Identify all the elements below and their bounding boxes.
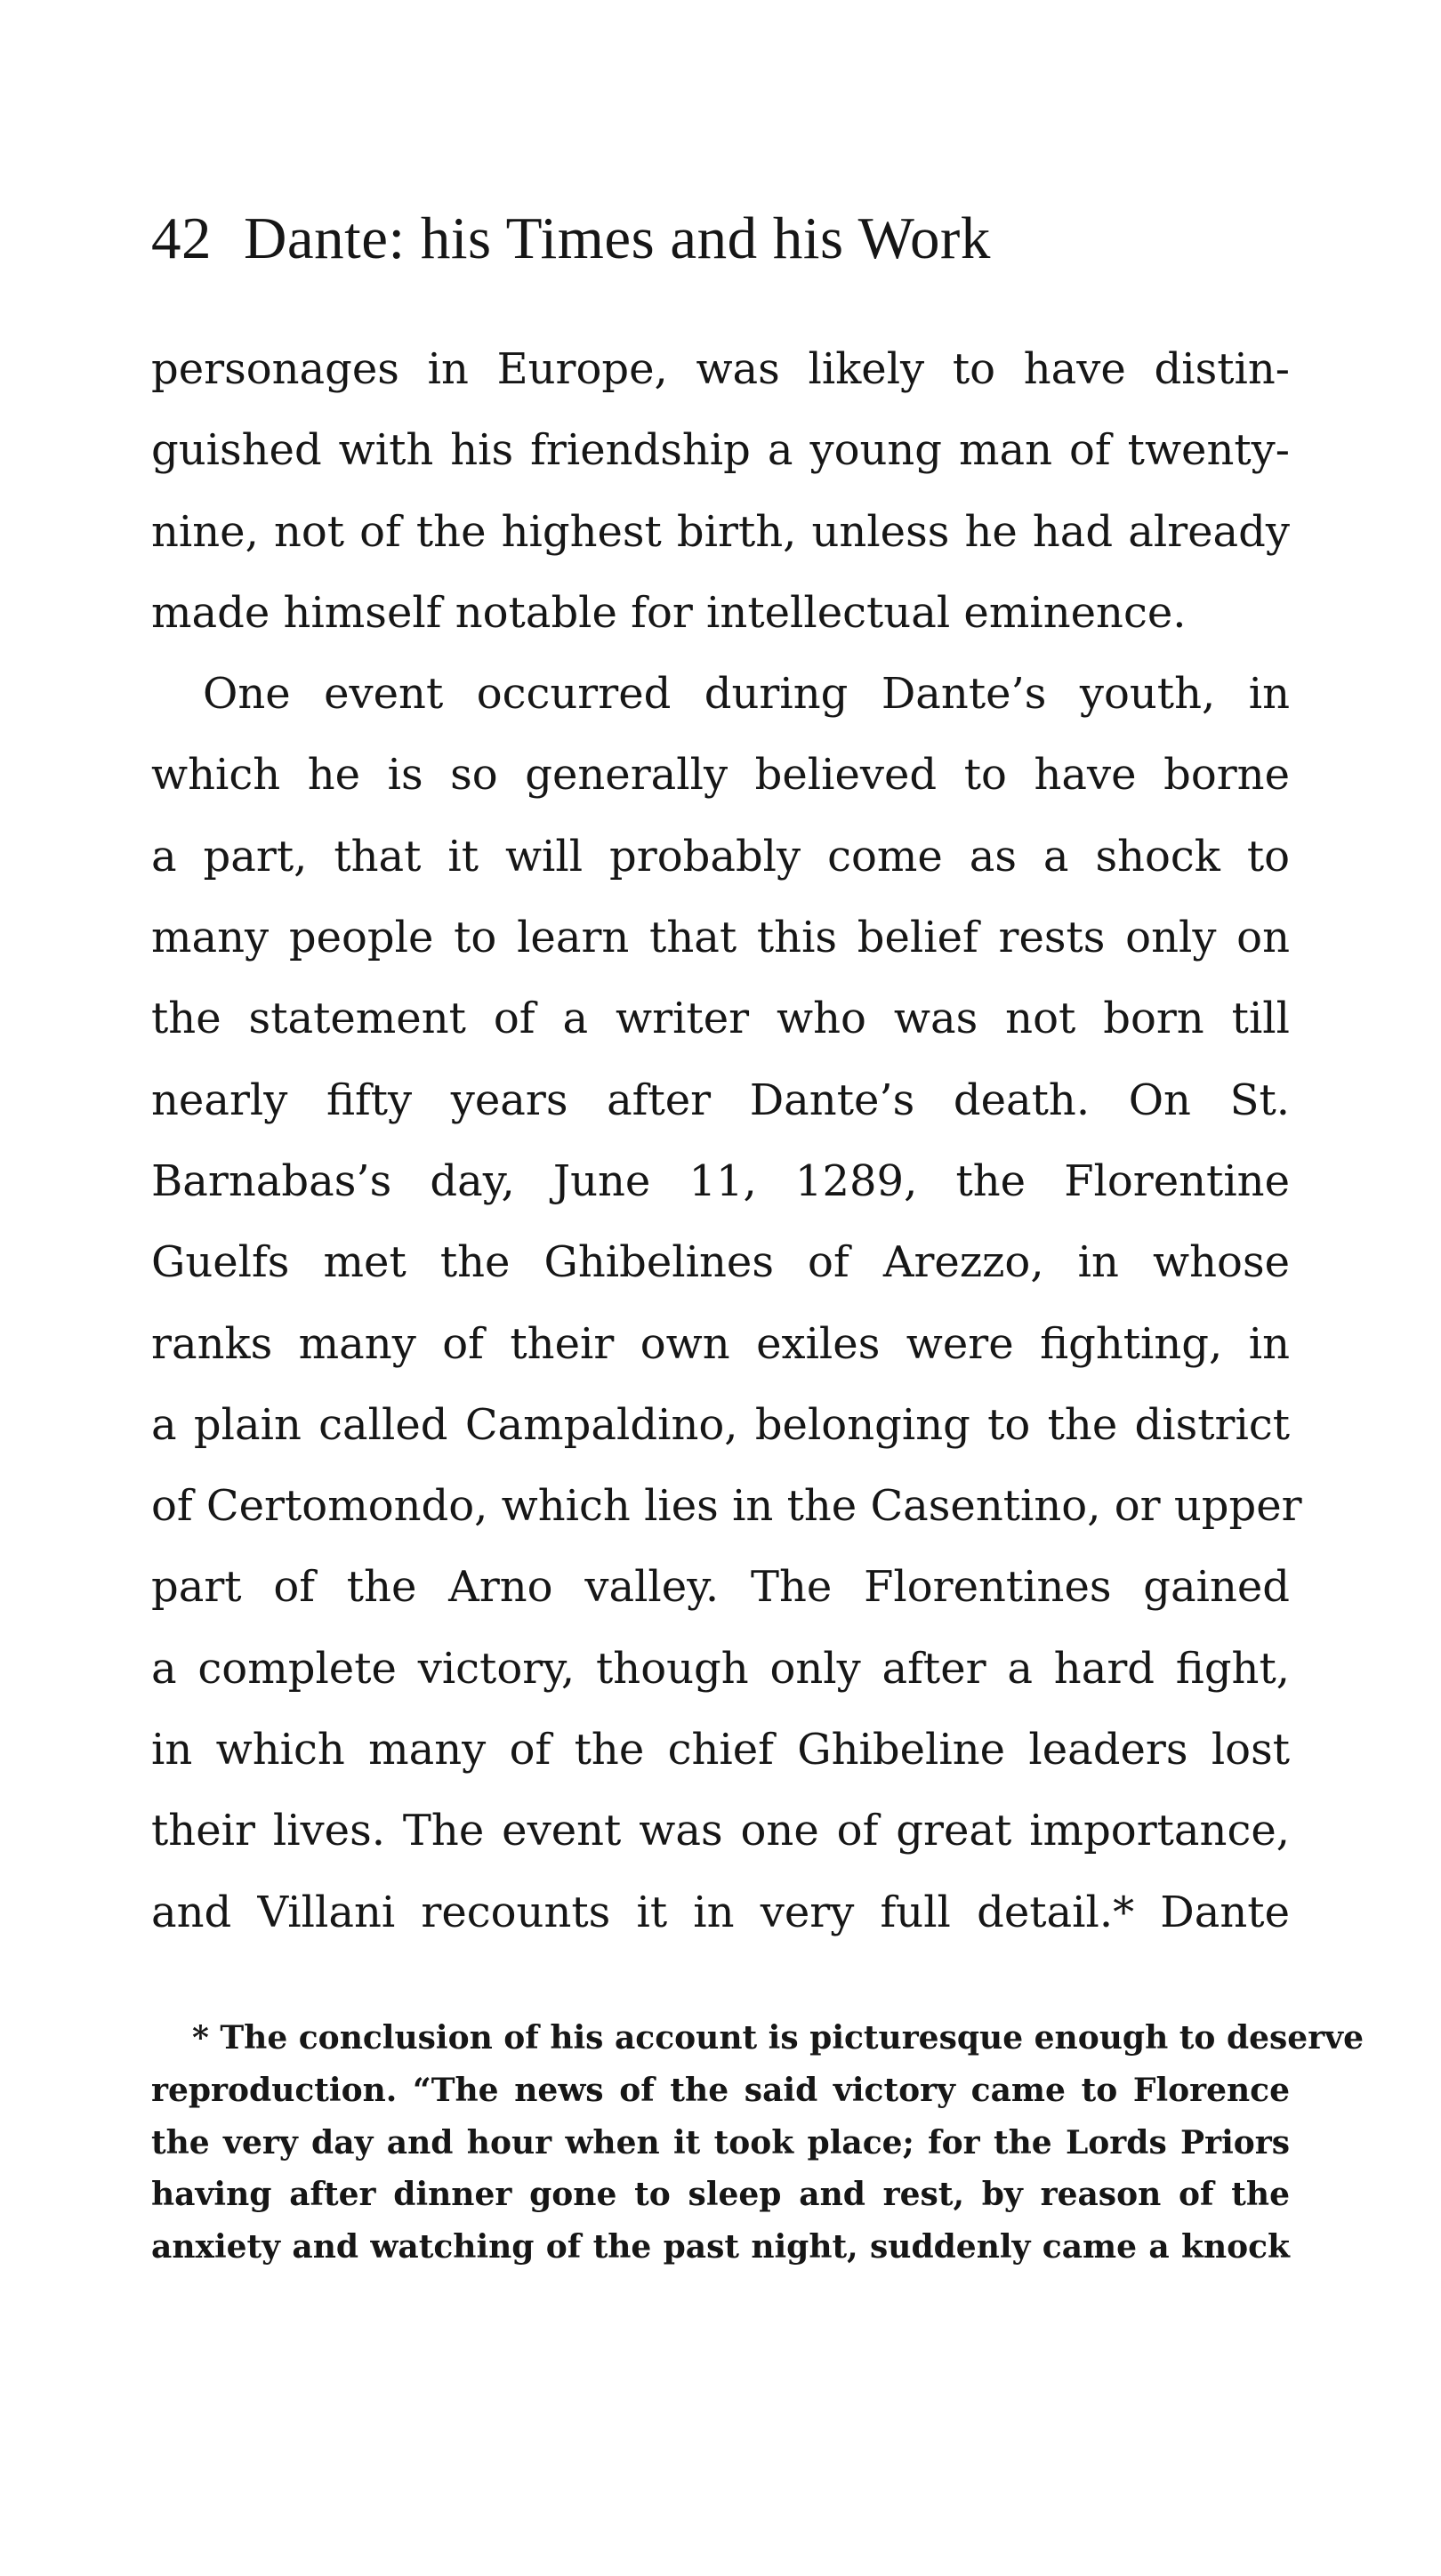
body-line: nine, not of the highest birth, unless he had already — [151, 506, 1290, 557]
body-line: of Certomondo, which lies in the Casentino, or upper — [151, 1481, 1302, 1532]
footnote-line: the very day and hour when it took place; for the Lords Priors — [151, 2123, 1290, 2161]
footnote-line: anxiety and watching of the past night, suddenly came a knock — [151, 2228, 1290, 2266]
body-text — [151, 329, 1302, 1953]
body-line: nearly fifty years after Dante’s death. On St. — [151, 1075, 1290, 1125]
page-number: 42 — [151, 205, 212, 271]
body-line: a complete victory, though only after a hard fight, — [151, 1643, 1290, 1694]
body-line: made himself notable for intellectual eminence. — [151, 587, 1187, 638]
footnote-line: having after dinner gone to sleep and rest, by reason of the — [151, 2176, 1290, 2214]
body-line: a plain called Campaldino, belonging to the district — [151, 1399, 1290, 1450]
body-line: a part, that it will probably come as a shock to — [151, 831, 1290, 881]
body-line: part of the Arno valley. The Florentines gained — [151, 1562, 1290, 1613]
body-line: the statement of a writer who was not born till — [151, 994, 1290, 1044]
body-line: their lives. The event was one of great importance, — [151, 1806, 1290, 1856]
body-line: One event occurred during Dante’s youth, in — [203, 669, 1290, 720]
body-line: in which many of the chief Ghibeline leaders lost — [151, 1725, 1290, 1775]
body-line: and Villani recounts it in very full detail.* Dante — [151, 1887, 1290, 1937]
body-line: which he is so generally believed to have borne — [151, 750, 1290, 801]
footnote-line: reproduction. “The news of the said victory came to Florence — [151, 2071, 1290, 2109]
footnote-line: * The conclusion of his account is picturesque enough to deserve — [192, 2019, 1364, 2057]
running-header — [151, 203, 991, 274]
body-line: Barnabas’s day, June 11, 1289, the Florentine — [151, 1155, 1290, 1206]
running-title: Dante: his Times and his Work — [244, 205, 991, 271]
body-line: guished with his friendship a young man of twenty- — [151, 425, 1290, 476]
body-line: personages in Europe, was likely to have distin- — [151, 344, 1290, 394]
footnote — [151, 2012, 1364, 2274]
body-line: Guelfs met the Ghibelines of Arezzo, in whose — [151, 1237, 1290, 1288]
body-line: many people to learn that this belief rests only on — [151, 913, 1290, 963]
body-line: ranks many of their own exiles were fighting, in — [151, 1318, 1290, 1369]
